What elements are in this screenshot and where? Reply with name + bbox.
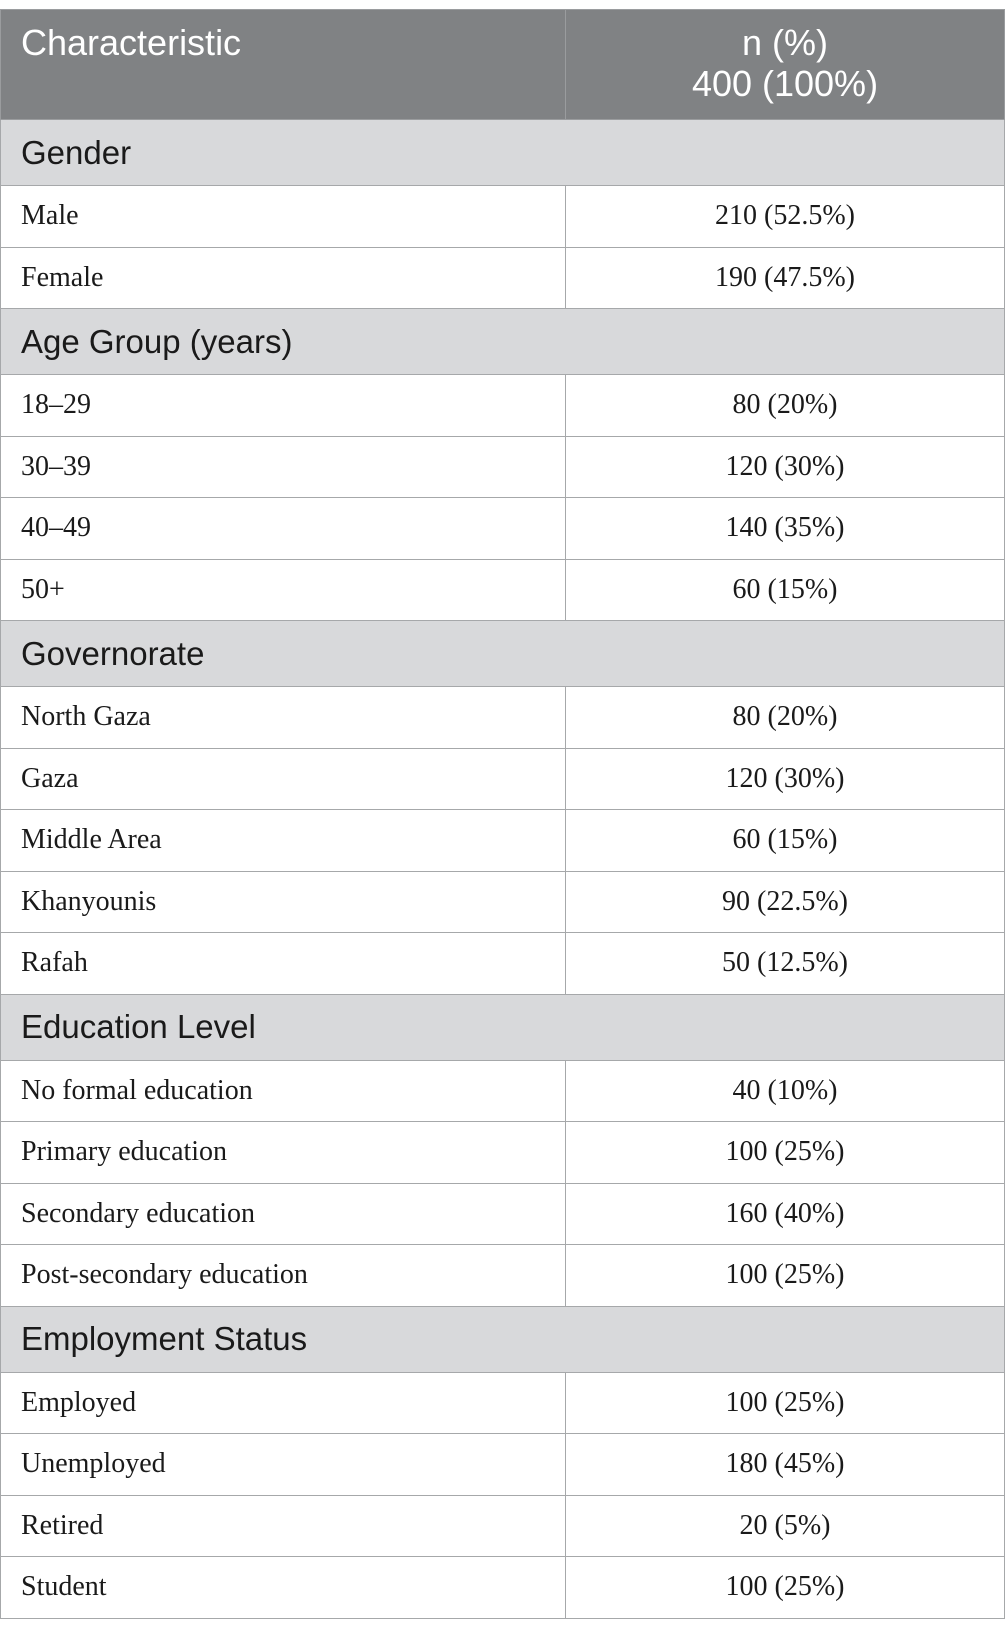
row-label: Employed — [1, 1372, 566, 1434]
section-title: Governorate — [1, 621, 1005, 687]
row-value: 160 (40%) — [566, 1183, 1005, 1245]
row-value: 80 (20%) — [566, 687, 1005, 749]
row-label: No formal education — [1, 1060, 566, 1122]
table-row — [1, 1060, 1005, 1122]
table-row — [1, 247, 1005, 309]
row-label: 18–29 — [1, 375, 566, 437]
table-row — [1, 933, 1005, 995]
header-characteristic: Characteristic — [1, 10, 566, 120]
section-header-row — [1, 994, 1005, 1060]
row-label: Secondary education — [1, 1183, 566, 1245]
row-label: Male — [1, 186, 566, 248]
row-value: 60 (15%) — [566, 559, 1005, 621]
row-value: 80 (20%) — [566, 375, 1005, 437]
row-label: Middle Area — [1, 810, 566, 872]
row-label: Unemployed — [1, 1434, 566, 1496]
row-value: 140 (35%) — [566, 498, 1005, 560]
row-label: 50+ — [1, 559, 566, 621]
table-header-row — [1, 10, 1005, 120]
row-label: Gaza — [1, 748, 566, 810]
row-value: 100 (25%) — [566, 1122, 1005, 1184]
row-label: Post-secondary education — [1, 1245, 566, 1307]
table-row — [1, 1183, 1005, 1245]
table-row — [1, 1372, 1005, 1434]
row-value: 20 (5%) — [566, 1495, 1005, 1557]
section-header-row — [1, 120, 1005, 186]
demographics-table — [0, 9, 1005, 1619]
table-row — [1, 1557, 1005, 1619]
section-header-row — [1, 1306, 1005, 1372]
table-row — [1, 1434, 1005, 1496]
section-title: Education Level — [1, 994, 1005, 1060]
header-n-total: 400 (100%) — [691, 63, 879, 104]
row-label: Female — [1, 247, 566, 309]
section-header-row — [1, 621, 1005, 687]
row-label: North Gaza — [1, 687, 566, 749]
row-value: 100 (25%) — [566, 1372, 1005, 1434]
row-label: Primary education — [1, 1122, 566, 1184]
table-row — [1, 498, 1005, 560]
section-title: Employment Status — [1, 1306, 1005, 1372]
row-value: 180 (45%) — [566, 1434, 1005, 1496]
row-label: Student — [1, 1557, 566, 1619]
section-header-row — [1, 309, 1005, 375]
row-label: Retired — [1, 1495, 566, 1557]
row-label: 30–39 — [1, 436, 566, 498]
row-value: 100 (25%) — [566, 1557, 1005, 1619]
header-n-percent — [566, 10, 1005, 120]
row-value: 40 (10%) — [566, 1060, 1005, 1122]
table-row — [1, 1495, 1005, 1557]
section-title: Gender — [1, 120, 1005, 186]
row-value: 90 (22.5%) — [566, 871, 1005, 933]
section-title: Age Group (years) — [1, 309, 1005, 375]
table-row — [1, 810, 1005, 872]
table-body — [1, 120, 1005, 1619]
row-value: 60 (15%) — [566, 810, 1005, 872]
table-row — [1, 687, 1005, 749]
row-value: 50 (12.5%) — [566, 933, 1005, 995]
row-label: Rafah — [1, 933, 566, 995]
row-value: 210 (52.5%) — [566, 186, 1005, 248]
row-value: 120 (30%) — [566, 436, 1005, 498]
row-label: Khanyounis — [1, 871, 566, 933]
header-n-label: n (%) — [741, 22, 828, 63]
row-value: 100 (25%) — [566, 1245, 1005, 1307]
table-row — [1, 1122, 1005, 1184]
table-row — [1, 1245, 1005, 1307]
table-row — [1, 748, 1005, 810]
table-row — [1, 186, 1005, 248]
row-label: 40–49 — [1, 498, 566, 560]
table-row — [1, 559, 1005, 621]
table-row — [1, 375, 1005, 437]
row-value: 120 (30%) — [566, 748, 1005, 810]
row-value: 190 (47.5%) — [566, 247, 1005, 309]
table-row — [1, 871, 1005, 933]
table-row — [1, 436, 1005, 498]
